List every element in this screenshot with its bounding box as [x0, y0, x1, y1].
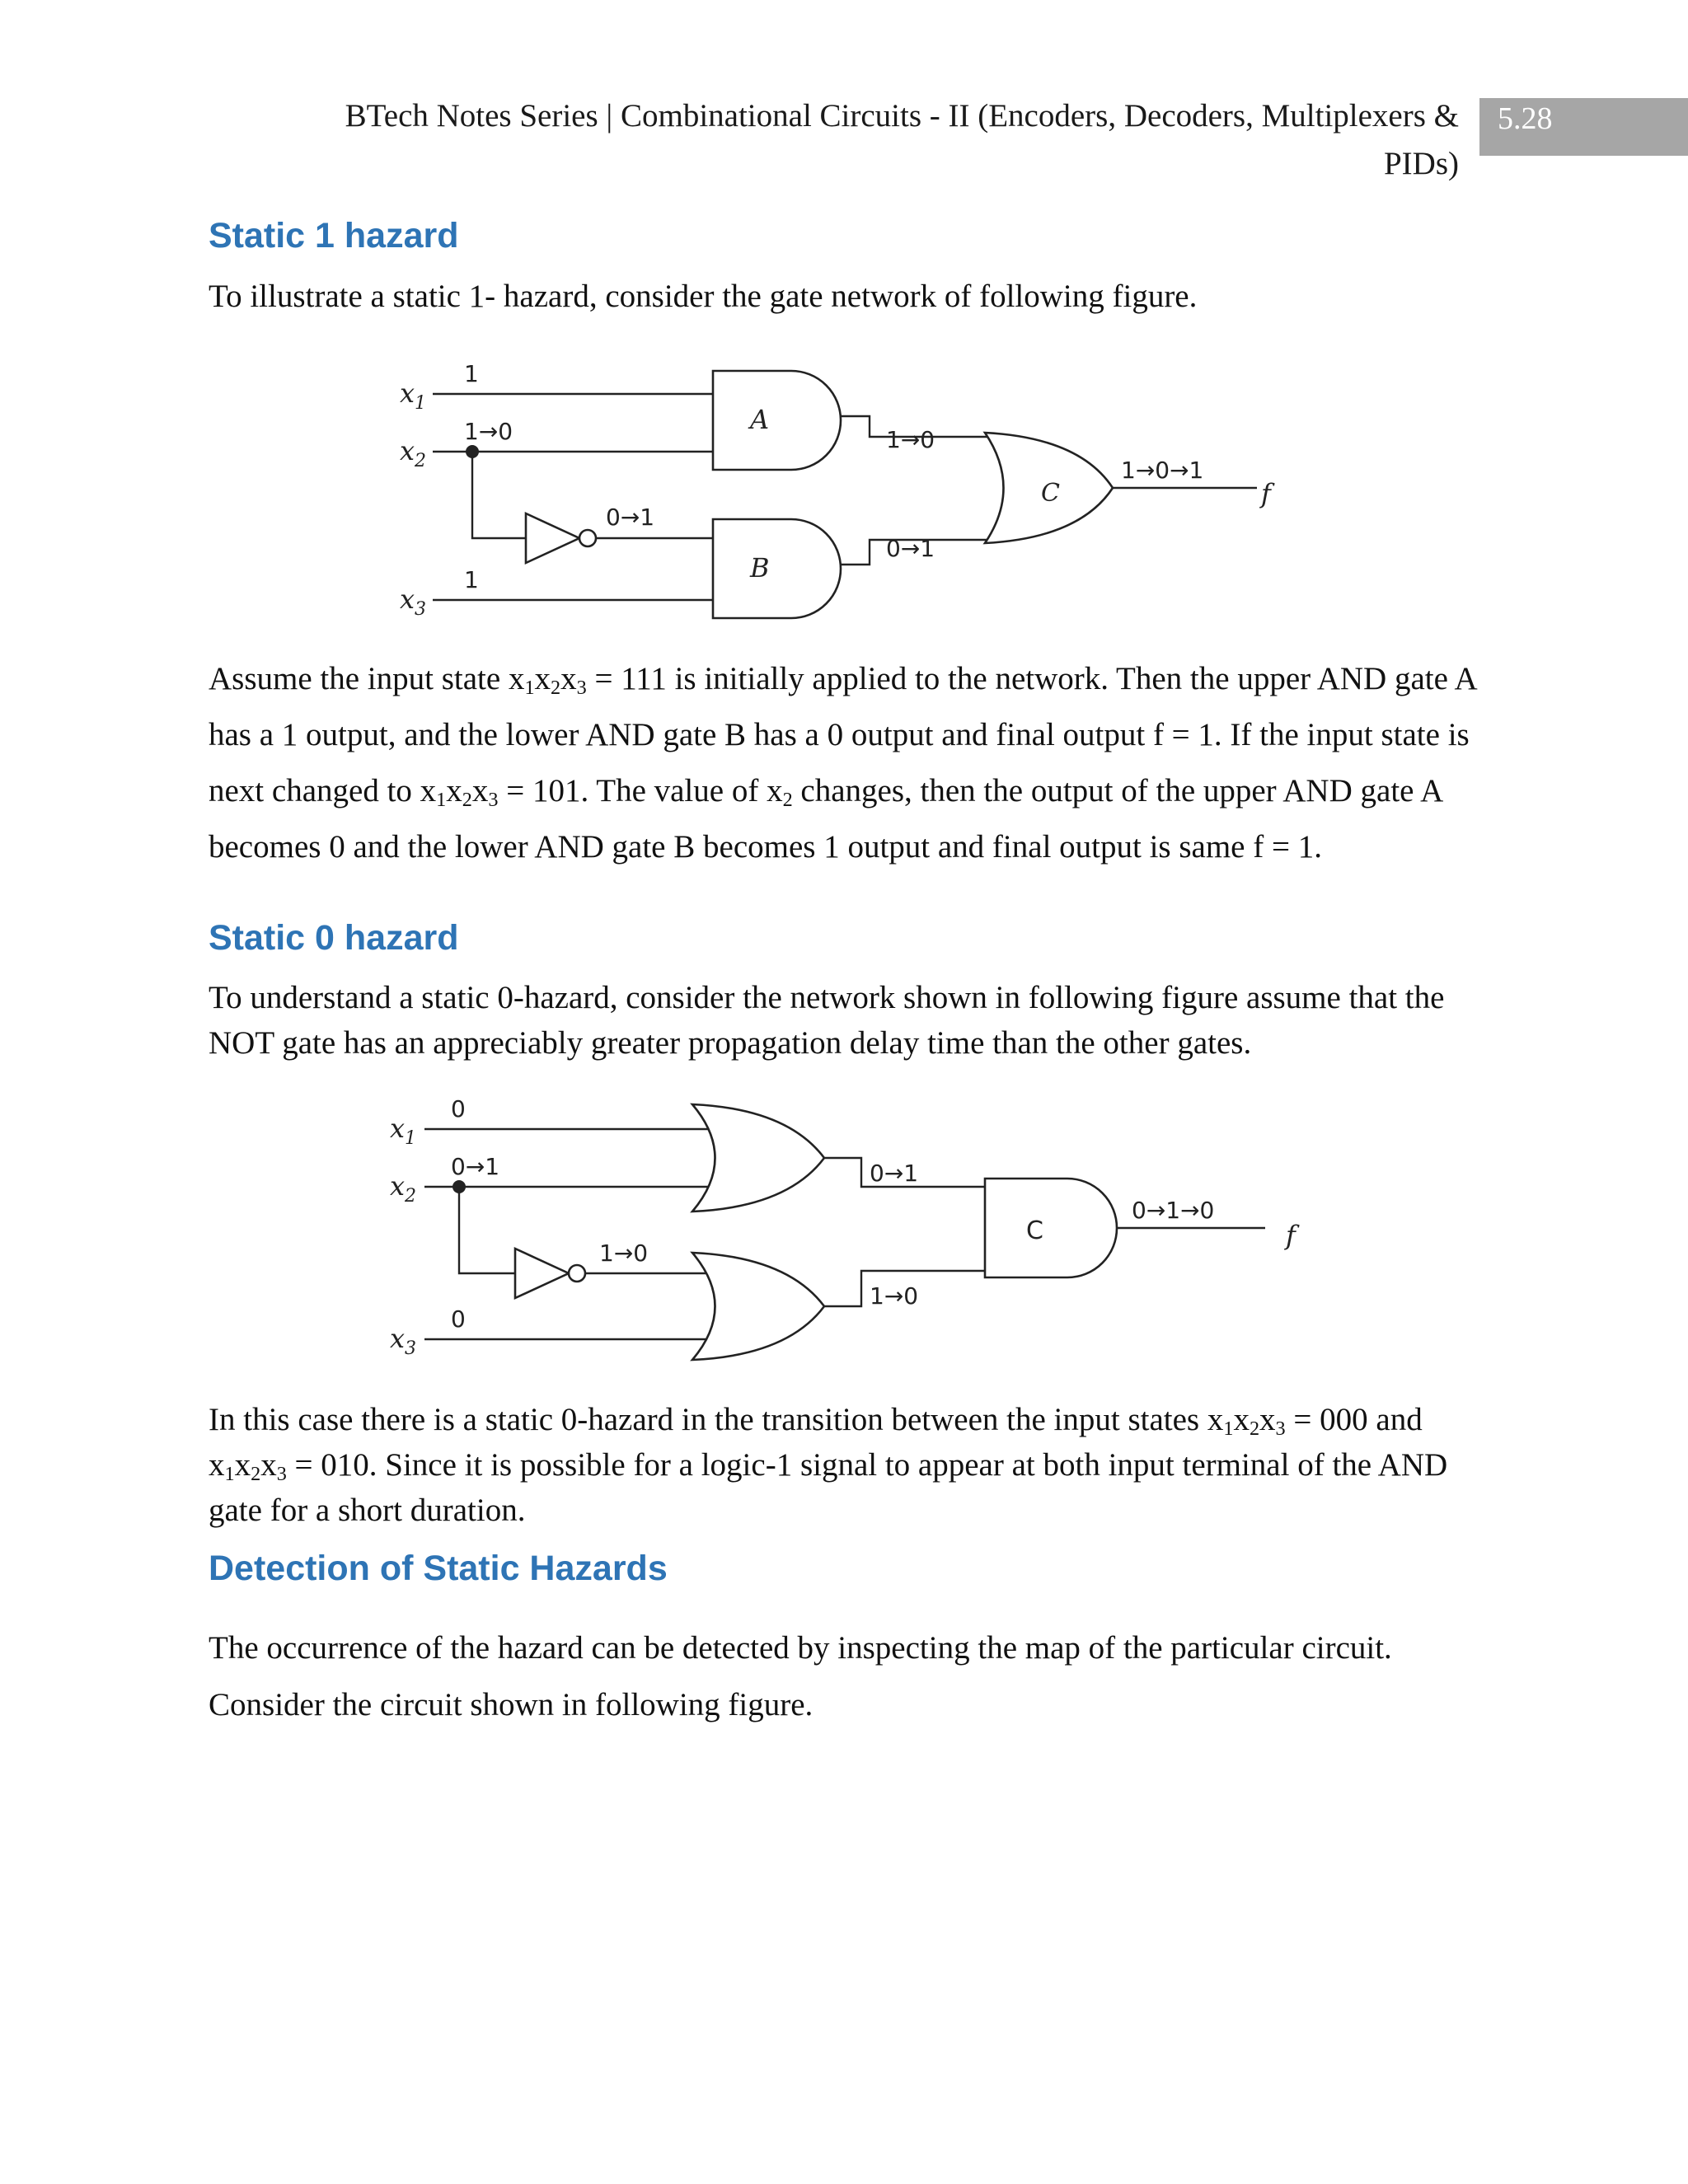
- value-x1: 0: [451, 1095, 466, 1122]
- junction-dot: [452, 1180, 466, 1193]
- value-x3: 0: [451, 1305, 466, 1333]
- label-x1: $x_1$: [400, 377, 427, 414]
- value-b-out: 0→1: [886, 535, 935, 562]
- static0-body: In this case there is a static 0-hazard in the transition between the input states $x_1x_2x_3 = 000$ and $x_1x_2x_3 = 010$. Since it is possible for a logic-1 signal to appear at both input terminal of the AND gate for a short duration.: [209, 1402, 1448, 1528]
- heading-static-1-hazard: Static 1 hazard: [209, 216, 459, 255]
- detection-line-1: The occurrence of the hazard can be detected by inspecting the map of the particular circuit.: [209, 1630, 1392, 1666]
- not-gate-bubble: [569, 1265, 585, 1282]
- junction-dot: [466, 445, 479, 458]
- wire-x2-branch: [472, 452, 526, 538]
- header-title-line-1: BTech Notes Series | Combinational Circuits - II (Encoders, Decoders, Multiplexers &: [345, 98, 1459, 134]
- page-header-title: [297, 92, 1459, 188]
- value-f: 1→0→1: [1121, 457, 1204, 484]
- not-gate: [526, 513, 579, 563]
- figure-static-1-hazard-circuit: [375, 350, 1315, 630]
- static1-intro: To illustrate a static 1- hazard, consider the gate network of following figure.: [209, 279, 1198, 314]
- label-x2: $x_2$: [400, 435, 427, 471]
- and-gate-a: [713, 371, 841, 470]
- value-not-out: 1→0: [599, 1240, 649, 1267]
- heading-static-0-hazard: Static 0 hazard: [209, 918, 459, 958]
- gate-a-label: A: [750, 404, 770, 435]
- value-or2-out: 1→0: [870, 1282, 919, 1310]
- value-x3: 1: [464, 566, 479, 593]
- and-gate-c: [985, 1179, 1117, 1277]
- and-gate-b: [713, 519, 841, 618]
- static1-body: Assume the input state $x_1x_2x_3 = 111$ is initially applied to the network. Then the upper AND gate A has a 1 output, and the lower AND gate B has a 0 output and final output f = 1. If the input state is next changed to $x_1x_2x_3 = 101$. The value of $x_2$ changes, then the output of the upper AND gate A becomes 0 and the lower AND gate B becomes 1 output and final output is same f = 1.: [209, 661, 1476, 865]
- gate-c-label: C: [1041, 479, 1060, 508]
- label-x3: $x_3$: [400, 583, 427, 620]
- label-f: f: [1261, 478, 1271, 509]
- header-title-line-2: PIDs): [1383, 146, 1459, 181]
- heading-detection-of-static-hazards: Detection of Static Hazards: [209, 1549, 668, 1588]
- or-gate-lower: [692, 1253, 824, 1360]
- gate-c-label: C: [1026, 1216, 1043, 1245]
- value-not-out: 0→1: [606, 504, 655, 531]
- or-gate-upper: [692, 1104, 824, 1212]
- label-f: f: [1286, 1220, 1296, 1251]
- wire-x2-branch: [459, 1187, 515, 1273]
- label-x2: $x_2$: [390, 1170, 417, 1207]
- label-x1: $x_1$: [390, 1113, 417, 1149]
- value-a-out: 1→0: [886, 426, 935, 453]
- page-number-badge: 5.28: [1479, 98, 1688, 156]
- label-x3: $x_3$: [390, 1323, 417, 1359]
- gate-b-label: B: [750, 552, 770, 583]
- static0-intro: To understand a static 0-hazard, consider the network shown in following figure assume that the NOT gate has an appreciably greater propagation delay time than the other gates.: [209, 980, 1445, 1061]
- not-gate-bubble: [579, 530, 596, 546]
- value-x1: 1: [464, 360, 479, 387]
- value-x2: 0→1: [451, 1153, 500, 1180]
- detection-line-2: Consider the circuit shown in following figure.: [209, 1687, 814, 1722]
- value-f: 0→1→0: [1132, 1197, 1215, 1224]
- value-or1-out: 0→1: [870, 1160, 919, 1187]
- not-gate: [515, 1249, 569, 1298]
- value-x2: 1→0: [464, 418, 513, 445]
- figure-static-0-hazard-circuit: [375, 1088, 1331, 1368]
